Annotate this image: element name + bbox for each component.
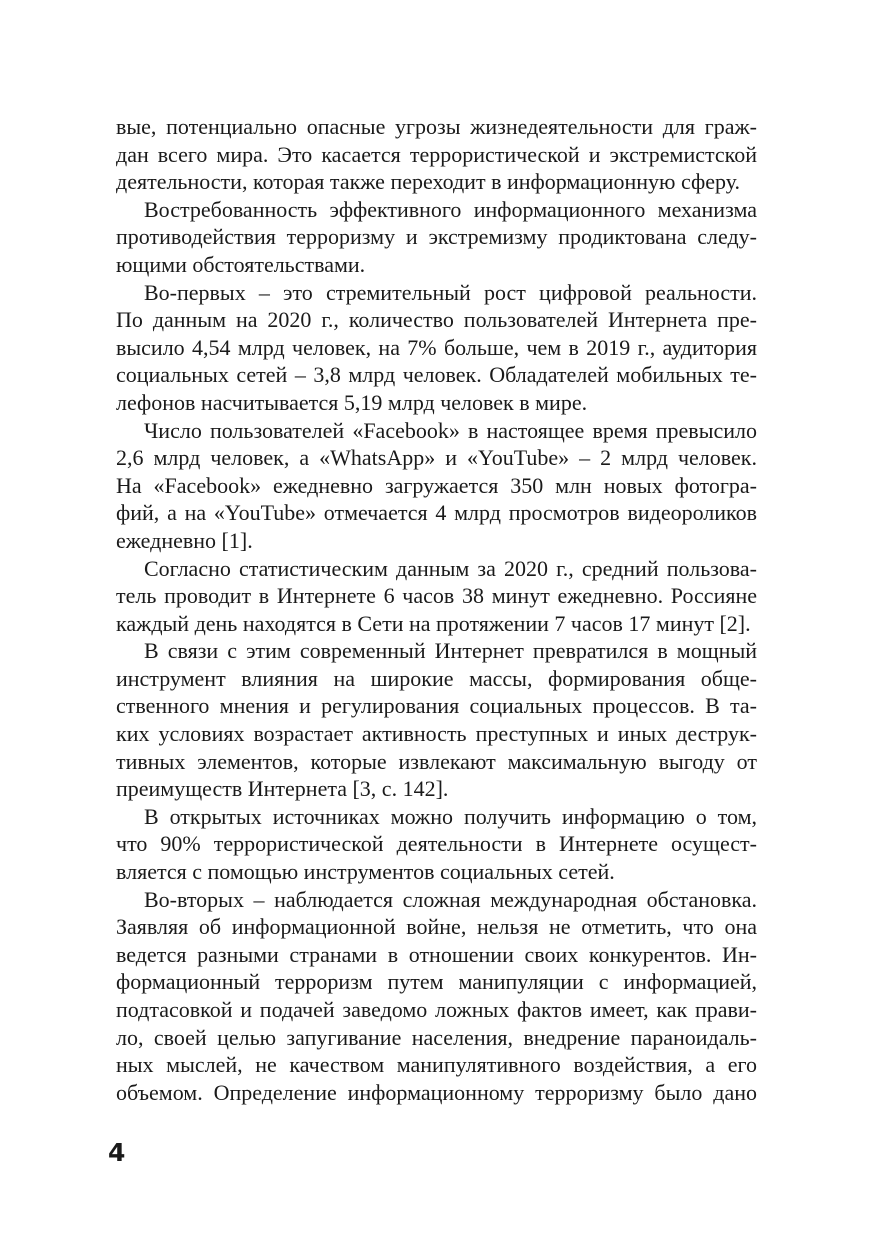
page-number: 4 — [108, 1138, 126, 1167]
text-line: Во-вторых – наблюдается сложная международная обстановка. — [144, 886, 757, 912]
body-text — [116, 113, 757, 1106]
text-line: ющими обстоятельствами. — [116, 251, 366, 277]
text-line: В открытых источниках можно получить информацию о том, — [144, 803, 757, 829]
text-line: подтасовкой и подачей заведомо ложных фактов имеет, как прави- — [116, 997, 757, 1022]
text-line: Согласно статистическим данным за 2020 г., средний пользова- — [144, 555, 757, 581]
text-line: вые, потенциально опасные угрозы жизнедеятельности для граж- — [116, 114, 757, 139]
text-line: ных мыслей, не качеством манипулятивного воздействия, а его — [116, 1052, 757, 1078]
text-line: ственного мнения и регулирования социальных процессов. В та- — [116, 693, 757, 719]
text-line: тель проводит в Интернете 6 часов 38 минут ежедневно. Россияне — [116, 583, 757, 609]
text-line: 2,6 млрд человек, а «WhatsApp» и «YouTube» – 2 млрд человек. — [116, 445, 757, 471]
text-line: Востребованность эффективного информационного механизма — [144, 196, 757, 222]
text-line: противодействия терроризму и экстремизму продиктована следу- — [116, 224, 757, 250]
text-line: Заявляя об информационной войне, нельзя не отметить, что она — [116, 914, 757, 940]
text-line: ежедневно [1]. — [116, 527, 253, 553]
text-line: По данным на 2020 г., количество пользователей Интернета пре- — [116, 307, 757, 333]
text-line: объемом. Определение информационному терроризму было дано — [116, 1079, 757, 1105]
text-line: деятельности, которая также переходит в информационную сферу. — [116, 169, 741, 195]
text-line: социальных сетей – 3,8 млрд человек. Обладателей мобильных те- — [116, 362, 757, 388]
text-line: На «Facebook» ежедневно загружается 350 млн новых фотогра- — [116, 472, 757, 498]
text-line: лефонов насчитывается 5,19 млрд человек в мире. — [116, 389, 588, 415]
text-line: формационный терроризм путем манипуляции с информацией, — [116, 969, 757, 995]
text-line: что 90% террористической деятельности в Интернете осущест- — [116, 831, 757, 857]
text-line: каждый день находятся в Сети на протяжении 7 часов 17 минут [2]. — [116, 610, 751, 636]
text-line: Число пользователей «Facebook» в настоящее время превысило — [144, 417, 757, 443]
text-line: высило 4,54 млрд человек, на 7% больше, чем в 2019 г., аудитория — [116, 334, 757, 360]
text-line: инструмент влияния на широкие массы, формирования обще- — [116, 665, 757, 691]
text-line: дан всего мира. Это касается террористической и экстремистской — [116, 141, 757, 167]
text-line: ло, своей целью запугивание населения, внедрение параноидаль- — [116, 1024, 757, 1050]
text-line: преимуществ Интернета [3, с. 142]. — [116, 776, 449, 802]
text-line: Во-первых – это стремительный рост цифровой реальности. — [144, 279, 757, 305]
text-line: тивных элементов, которые извлекают максимальную выгоду от — [116, 748, 757, 774]
text-line: ведется разными странами в отношении своих конкурентов. Ин- — [116, 941, 757, 967]
text-line: ких условиях возрастает активность преступных и иных деструк- — [116, 721, 757, 747]
text-line: В связи с этим современный Интернет превратился в мощный — [144, 638, 757, 664]
text-line: вляется с помощью инструментов социальных сетей. — [116, 859, 615, 885]
text-line: фий, а на «YouTube» отмечается 4 млрд просмотров видеороликов — [116, 500, 757, 526]
